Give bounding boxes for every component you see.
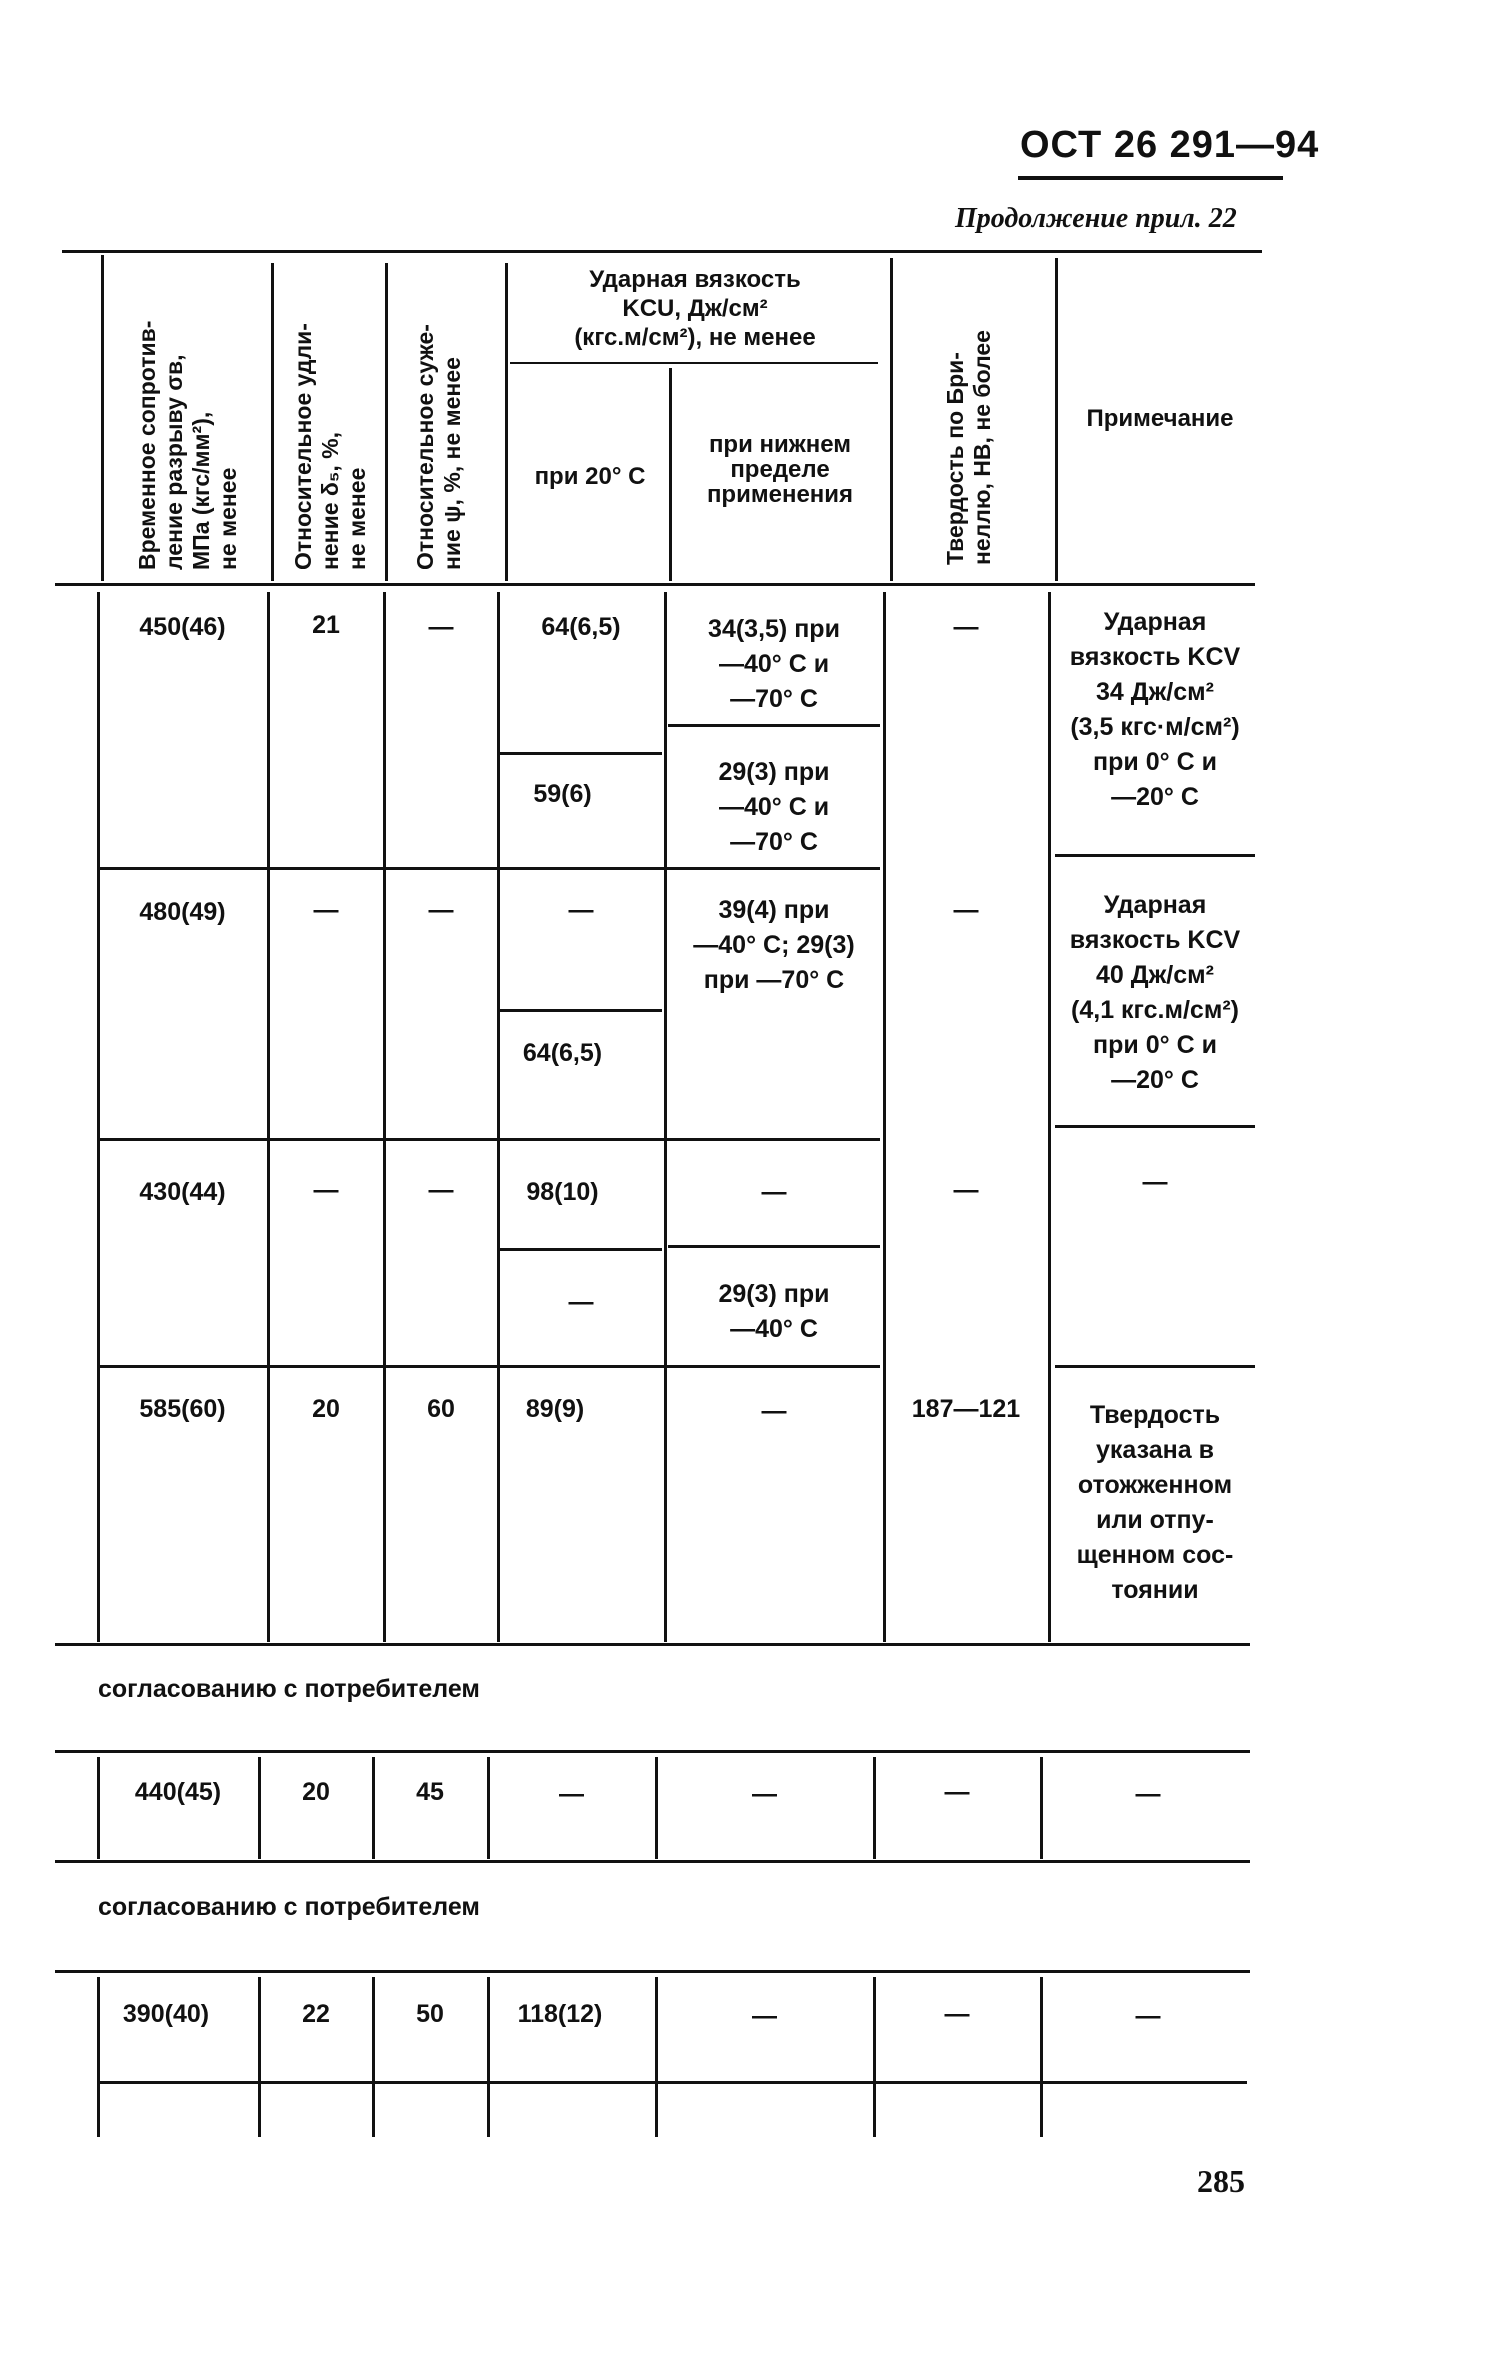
cell-elongation: —	[313, 896, 339, 924]
header-vline	[101, 255, 104, 581]
cell-contraction: 60	[427, 1395, 455, 1423]
header-vline	[505, 263, 508, 581]
cell-impact-low: —	[761, 1397, 787, 1425]
cell-kcu20: 89(9)	[525, 1395, 585, 1423]
header-impact-low: при нижнем пределе применения	[706, 431, 854, 508]
cell-note: Ударная вязкость KCV 40 Дж/см² (4,1 кгс.м/см²) при 0° С и —20° С	[1069, 891, 1241, 1094]
cell-kcu20: —	[559, 1780, 584, 1808]
cell-note: Твердость указана в отожженном или отпу- щенном сос- тоянии	[1076, 1401, 1234, 1604]
row-rule	[100, 867, 880, 870]
section-heading: согласованию с потребителем	[98, 1675, 480, 1703]
cell-elongation: 22	[302, 2000, 330, 2028]
cell-impact-low: 29(3) при —40° С	[718, 1280, 830, 1343]
header-elongation: Относительное удли- нение δ₅, %, не менее	[290, 323, 370, 570]
cell-elongation: 20	[302, 1778, 330, 1806]
cell-kcu20: 59(6)	[533, 780, 592, 808]
header-rule	[1018, 176, 1283, 180]
section-bottom-rule	[97, 2081, 1247, 2084]
cell-contraction: 45	[416, 1778, 444, 1806]
header-contraction: Относительное суже- ние ψ, %, не менее	[412, 324, 465, 570]
cell-kcu20: 98(10)	[526, 1178, 599, 1206]
impact-subheader-rule	[510, 362, 878, 364]
cell-elongation: 21	[312, 611, 340, 639]
cell-hardness: —	[944, 2000, 970, 2028]
cell-tensile: 480(49)	[139, 898, 226, 926]
cell-note: Ударная вязкость KCV 34 Дж/см² (3,5 кгс·м/см²) при 0° С и —20° С	[1069, 608, 1241, 811]
cell-hardness: 187—121	[911, 1395, 1021, 1423]
document-code: ОСТ 26 291—94	[1020, 124, 1320, 166]
header-note: Примечание	[1086, 405, 1234, 432]
section-top-rule	[55, 1970, 1250, 1973]
header-bottom-rule	[55, 583, 1255, 586]
cell-elongation: —	[313, 1176, 339, 1204]
cell-kcu20: —	[568, 896, 594, 924]
cell-hardness: —	[953, 896, 979, 924]
row-rule	[1055, 1365, 1255, 1368]
header-impact-20: при 20° С	[534, 463, 646, 490]
body-vline	[383, 592, 386, 1642]
header-vline	[890, 258, 893, 581]
cell-rule	[500, 752, 662, 755]
body-vline	[497, 592, 500, 1642]
table-top-rule	[62, 250, 1262, 253]
header-tensile: Временное сопротив- ление разрыву σв, МПа (кгс/мм²), не менее	[134, 320, 241, 570]
cell-contraction: —	[428, 613, 454, 641]
continuation-label: Продолжение прил. 22	[955, 203, 1237, 234]
cell-hardness: —	[944, 1778, 970, 1806]
section-bottom-rule	[55, 1860, 1250, 1863]
cell-tensile: 430(44)	[139, 1178, 226, 1206]
cell-note: —	[1135, 1780, 1161, 1808]
header-vline	[1055, 258, 1058, 581]
cell-kcu20: —	[568, 1288, 594, 1316]
cell-impact-low: 39(4) при —40° С; 29(3) при —70° С	[693, 896, 855, 994]
cell-tensile: 585(60)	[139, 1395, 226, 1423]
header-vline	[385, 263, 388, 581]
block-bottom-rule	[55, 1643, 1250, 1646]
row-rule	[100, 1138, 880, 1141]
header-vline	[271, 263, 274, 581]
cell-contraction: —	[428, 1176, 454, 1204]
cell-tensile: 390(40)	[122, 2000, 210, 2028]
cell-kcu20: 64(6,5)	[522, 1039, 603, 1067]
body-vline	[267, 592, 270, 1642]
cell-contraction: 50	[416, 2000, 444, 2028]
section-heading: согласованию с потребителем	[98, 1893, 480, 1921]
cell-tensile: 450(46)	[139, 613, 226, 641]
cell-kcu20: 118(12)	[517, 2000, 603, 2028]
cell-elongation: 20	[312, 1395, 340, 1423]
cell-impact-low: 29(3) при —40° С и —70° С	[718, 758, 830, 856]
cell-impact-low: —	[761, 1178, 787, 1206]
cell-rule	[500, 1009, 662, 1012]
body-vline	[97, 592, 100, 1642]
cell-impact-low: 34(3,5) при —40° С и —70° С	[708, 615, 840, 713]
row-rule	[1055, 1125, 1255, 1128]
cell-tensile: 440(45)	[134, 1778, 222, 1806]
cell-impact-low: —	[752, 1780, 777, 1808]
body-vline	[883, 592, 886, 1642]
cell-note: —	[1142, 1168, 1168, 1196]
row-rule	[1055, 854, 1255, 857]
cell-hardness: —	[953, 1176, 979, 1204]
section-top-rule	[55, 1750, 1250, 1753]
cell-hardness: —	[953, 613, 979, 641]
page-number: 285	[1197, 2163, 1245, 2199]
cell-impact-low: —	[752, 2002, 777, 2030]
cell-rule	[500, 1248, 662, 1251]
body-vline	[664, 592, 667, 1642]
row-rule	[100, 1365, 880, 1368]
cell-rule	[668, 724, 880, 727]
header-impact: Ударная вязкость KCU, Дж/см² (кгс.м/см²), не менее	[574, 266, 816, 351]
cell-contraction: —	[428, 896, 454, 924]
body-vline	[1048, 592, 1051, 1642]
header-hardness: Твердость по Бри- неллю, НВ, не более	[942, 330, 995, 565]
cell-kcu20: 64(6,5)	[541, 613, 621, 641]
cell-rule	[668, 1245, 880, 1248]
cell-note: —	[1135, 2002, 1161, 2030]
